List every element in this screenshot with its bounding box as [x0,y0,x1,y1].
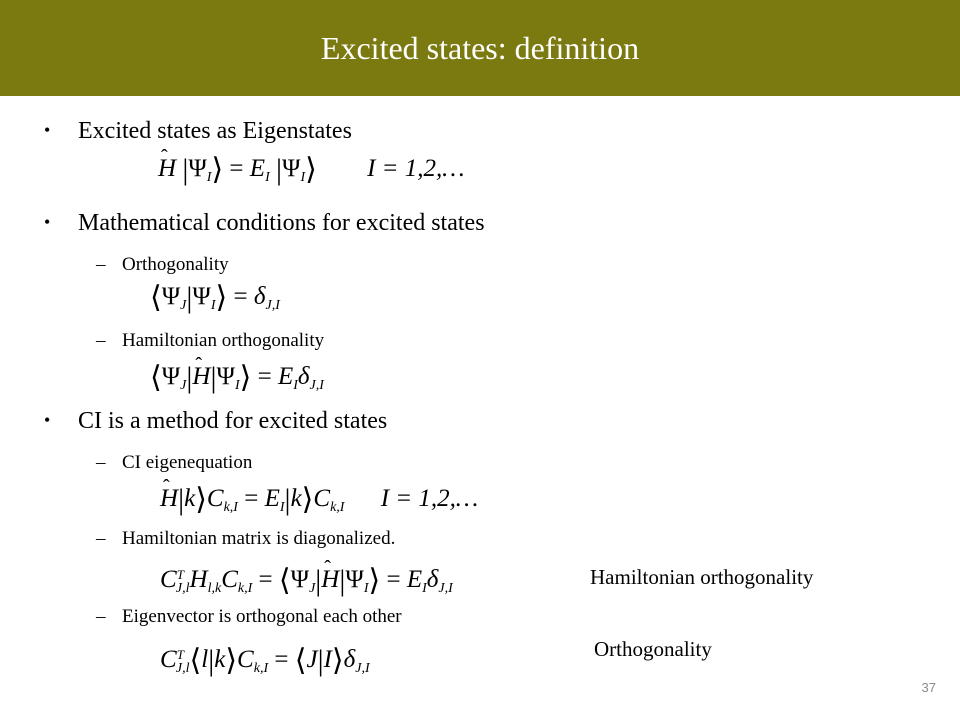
page-number: 37 [921,680,936,695]
subitem-text: Hamiltonian matrix is diagonalized. [122,528,396,549]
ci-range: I = 1,2,… [380,485,479,512]
subitem-text: Orthogonality [122,254,229,275]
bullet-mathematical-conditions [44,208,485,237]
subitem-hamiltonian-orthogonality: – Hamiltonian orthogonality [96,330,325,351]
title-bar [0,0,960,96]
bullet-dot: • [44,120,51,140]
bullet-eigenstates [44,116,352,145]
subitem-hamiltonian-diagonalized: – Hamiltonian matrix is diagonalized. [96,528,396,549]
subitem-text: CI eigenequation [122,452,253,473]
equation-orthogonality: $⟨\Psi_J|\Psi_I⟩ = \delta_{J,I}$ [150,281,280,314]
subitem-eigenvector-orthogonal: – Eigenvector is orthogonal each other [96,606,402,627]
subitem-text: Hamiltonian orthogonality [122,330,325,351]
equation-eigen: ˆ H $|\Psi_I⟩ = E_I$ $|\Psi_I⟩$ I = 1,2,… [158,154,465,193]
bullet-dot: • [44,212,51,232]
bullet-text: CI is a method for excited states [78,408,388,434]
eigen-range: I = 1,2,… [367,155,465,182]
bullet-text: Excited states as Eigenstates [78,118,352,144]
note-orthogonality: Orthogonality [594,637,712,661]
equation-hamiltonian-orthogonality: $⟨\Psi_J|ˆ$ $H|\Psi_I⟩ = E_I\delta_{J,I}$ [150,362,324,401]
subitem-orthogonality: – Orthogonality [96,254,229,275]
note-hamiltonian-orthogonality: Hamiltonian orthogonality [590,565,814,589]
bullet-ci-method [44,406,387,435]
equation-diagonalized: $C^T_{J,l}H_{l,k}C_{k,I}$ = $⟨\Psi_J|ˆ$ $H|\Psi_I⟩ = E_I\delta_{J,I}$ [160,560,453,604]
bullet-dot: • [44,410,51,430]
subitem-text: Eigenvector is orthogonal each other [122,606,402,627]
equation-eigenvector-orthogonality: $C^T_{J,l}⟨l|k⟩C_{k,I}$ = $⟨J|I⟩\delta_{J,I}$ [160,644,370,677]
bullet-text: Mathematical conditions for excited states [78,210,485,236]
slide-title: Excited states: definition [320,29,640,66]
equation-ci: ˆ $H|k⟩C_{k,I}$ = $E_I|k⟩C_{k,I}$ I = 1,2,… [160,484,478,523]
subitem-ci-eigenequation: – CI eigenequation [96,452,253,473]
